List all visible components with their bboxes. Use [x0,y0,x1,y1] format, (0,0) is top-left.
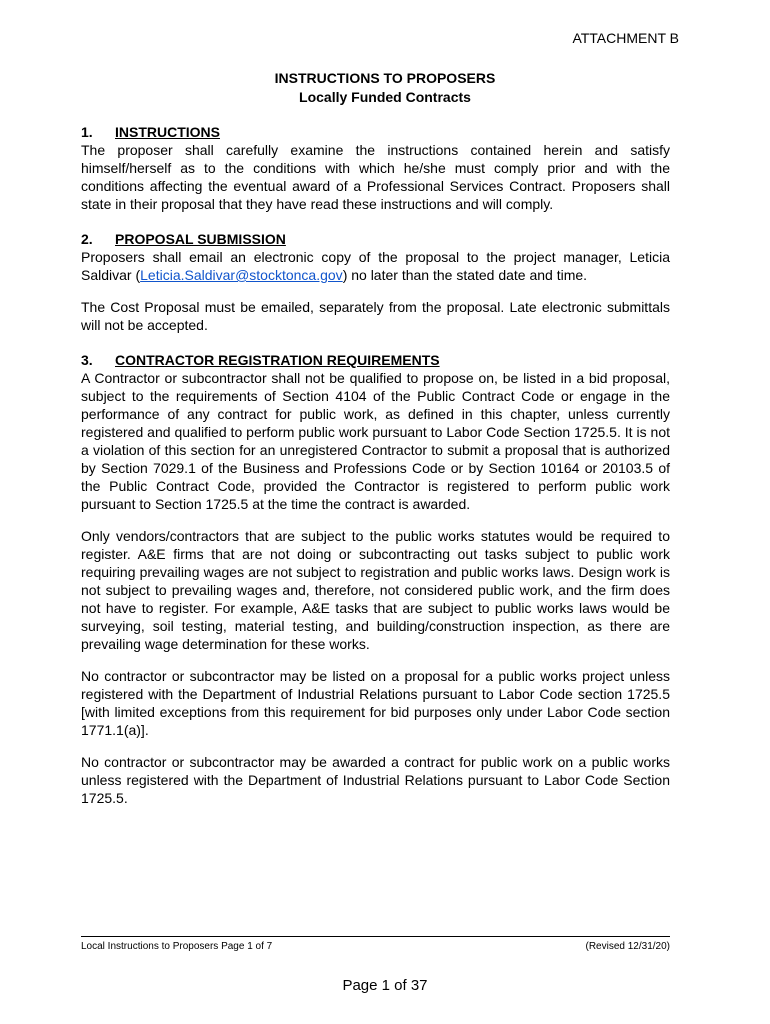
section-3-title: CONTRACTOR REGISTRATION REQUIREMENTS [115,352,440,368]
section-2-p1-text-before: Proposers shall email an electronic copy of the proposal to the project manager, Leticia Saldivar ( [81,249,670,283]
section-1-paragraph-1: The proposer shall carefully examine the instructions contained herein and satisfy himself/herself as to the conditions with which he/she must comply prior and with the conditions affecting the eventual award of a Professional Services Contract. Proposers shall state in their proposal that they have read these instructions and will comply. [81,142,670,212]
attachment-label: ATTACHMENT B [572,30,679,46]
section-3-paragraph-3: No contractor or subcontractor may be listed on a proposal for a public works project unless registered with the Department of Industrial Relations pursuant to Labor Code section 1725.5 [with limited exceptions from this requirement for bid purposes only under Labor Code section 1771.1(a)]. [81,668,670,738]
footer-left-text: Local Instructions to Proposers Page 1 of 7 [81,941,273,952]
section-1-title: INSTRUCTIONS [115,124,220,140]
footer-divider [81,936,670,937]
section-3-paragraph-2: Only vendors/contractors that are subject to the public works statutes would be required to register. A&E firms that are not doing or subcontracting out tasks subject to public work requiring prevailing wages are not subject to registration and public works laws. Design work is not subject to prevailing wages and, therefore, not considered public work, and the firm does not have to register. For example, A&E tasks that are subject to public works laws would be surveying, soil testing, material testing, and building/construction inspection, as there are prevailing wage determination for these works. [81,528,670,652]
section-1-number: 1. [81,124,93,140]
section-1-heading [81,123,670,141]
page-number: Page 1 of 37 [342,977,428,994]
section-2-paragraph-1 [81,248,670,284]
section-3-heading [81,351,670,369]
email-link[interactable]: Leticia.Saldivar@stocktonca.gov [140,267,343,283]
section-2-paragraph-2: The Cost Proposal must be emailed, separately from the proposal. Late electronic submittals will not be accepted. [81,299,670,333]
section-2-heading [81,230,670,248]
document-body [81,123,670,807]
title-line-1: INSTRUCTIONS TO PROPOSERS [274,70,496,86]
title-line-2: Locally Funded Contracts [299,89,471,105]
section-3-paragraph-4: No contractor or subcontractor may be awarded a contract for public work on a public works unless registered with the Department of Industrial Relations pursuant to Labor Code Section 1725.5. [81,754,670,806]
section-3-paragraph-1: A Contractor or subcontractor shall not be qualified to propose on, be listed in a bid proposal, subject to the requirements of Section 4104 of the Public Contract Code or engage in the performance of any contract for public work, as defined in this chapter, unless currently registered and qualified to perform public work pursuant to Labor Code Section 1725.5. It is not a violation of this section for an unregistered Contractor to submit a proposal that is authorized by Section 7029.1 of the Business and Professions Code or by Section 10164 or 20103.5 of the Public Contract Code, provided the Contractor is registered to perform public work pursuant to Section 1725.5 at the time the contract is awarded. [81,370,670,512]
section-3-number: 3. [81,352,93,368]
section-2-number: 2. [81,231,93,247]
footer-revised-date: (Revised 12/31/20) [585,941,670,952]
section-2-p1-text-after: ) no later than the stated date and time. [342,267,588,283]
document-title [0,69,770,107]
section-2-title: PROPOSAL SUBMISSION [115,231,286,247]
